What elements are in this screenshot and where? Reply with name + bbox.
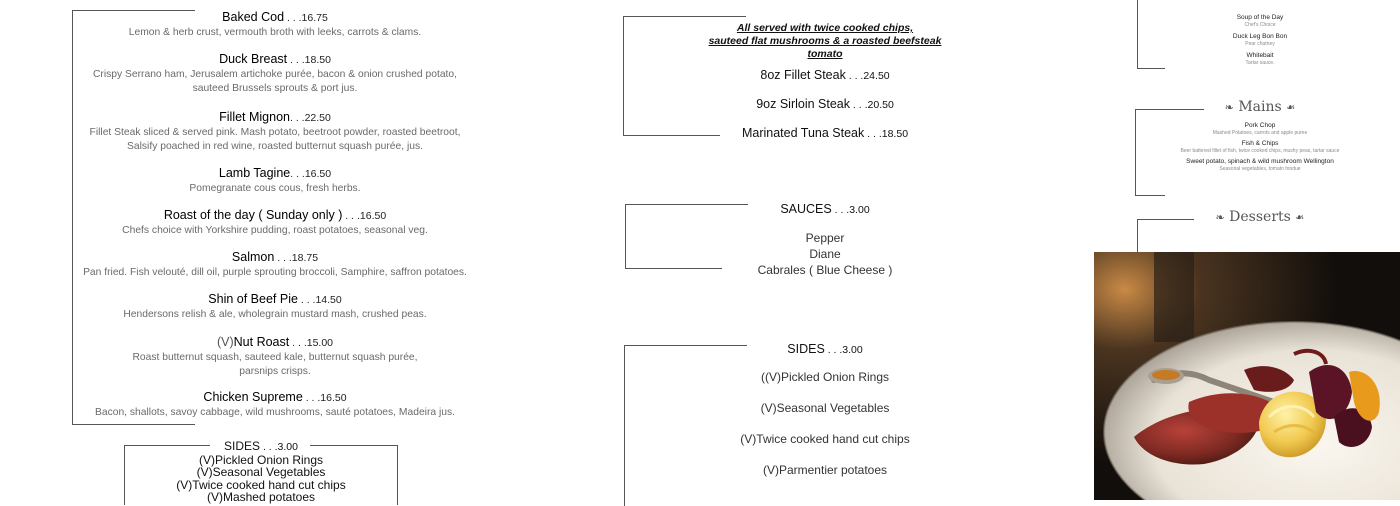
sauce-item: Cabrales ( Blue Cheese ) — [757, 263, 893, 277]
dish-name: Roast of the day ( Sunday only ) — [163, 208, 343, 222]
plated-steak-image — [1094, 252, 1400, 500]
mini-item-name: Sweet potato, spinach & wild mushroom Wellington — [1186, 158, 1334, 165]
dish-desc: Salsify poached in red wine, roasted butternut squash purée, jus. — [127, 141, 423, 152]
dish-duck-breast — [80, 50, 470, 96]
mini-item-name: Soup of the Day — [1236, 14, 1284, 21]
sides-item: (V)Pickled Onion Rings — [198, 452, 324, 467]
sides-title: SIDES — [224, 439, 261, 453]
mini-item-sub: Tartar sauce. — [1245, 60, 1275, 66]
sauces-title: SAUCES — [780, 202, 832, 216]
mini-mains-heading — [1140, 99, 1380, 115]
dish-price: . . .16.75 — [284, 12, 328, 24]
mini-desserts-title: Desserts — [1229, 209, 1291, 225]
dish-desc: parsnips crisps. — [239, 366, 311, 377]
steak-fillet — [690, 66, 960, 84]
dish-lamb-tagine — [80, 164, 470, 196]
dish-price: . . .16.50 — [290, 168, 332, 180]
sides-large-section — [690, 340, 960, 494]
dish-price: . . .15.00 — [289, 337, 334, 349]
mini-starters — [1140, 2, 1380, 66]
dish-desc: sauteed Brussels sprouts & port jus. — [192, 83, 358, 94]
side-item: (V)Parmentier potatoes — [762, 463, 888, 477]
sides-item: (V)Seasonal Vegetables — [196, 465, 326, 479]
small-sides-list — [130, 440, 392, 504]
dish-roast-of-the-day — [80, 206, 470, 238]
sauces-section — [690, 200, 960, 278]
sauces-price: . . .3.00 — [831, 204, 870, 216]
mini-starters-bottom-cut — [1165, 66, 1205, 69]
dish-name: Chicken Supreme — [203, 390, 303, 404]
vegetarian-marker: (V) — [216, 335, 234, 349]
sauce-item: Pepper — [805, 231, 845, 245]
steak-tuna — [690, 124, 960, 142]
mini-desserts — [1140, 209, 1380, 225]
steak-sirloin — [690, 95, 960, 113]
dish-price: . . .16.50 — [302, 392, 347, 404]
side-item: (V)Twice cooked hand cut chips — [740, 432, 910, 446]
mini-item-sub: Mashed Potatoes, carrots and apple puree — [1212, 130, 1308, 136]
dish-name: Lamb Tagine — [218, 166, 291, 180]
sides-item: (V)Twice cooked hand cut chips — [176, 477, 346, 492]
mini-desserts-heading — [1140, 209, 1380, 225]
sauce-item: Diane — [809, 247, 841, 261]
mini-item-name: Pork Chop — [1244, 122, 1276, 129]
sides-large-title: SIDES — [787, 342, 825, 356]
dish-chicken-supreme — [80, 388, 470, 420]
dish-desc: Bacon, shallots, savoy cabbage, wild mushrooms, sauté potatoes, Madeira jus. — [94, 407, 455, 418]
steak-price: . . .18.50 — [864, 128, 909, 140]
mini-item-sub: Pear chutney — [1245, 41, 1275, 47]
side-item: ((V)Pickled Onion Rings — [760, 370, 890, 384]
mini-item-name: Fish & Chips — [1241, 140, 1279, 147]
steaks-note-line-1: All served with twice cooked chips, — [736, 22, 914, 34]
dish-price: . . .16.50 — [342, 210, 387, 222]
flourish-right-icon: ❧ — [1295, 211, 1305, 224]
dish-price: . . .14.50 — [297, 294, 342, 306]
flourish-right-icon: ❧ — [1286, 101, 1296, 114]
dish-price: . . .22.50 — [290, 112, 331, 124]
dish-desc: Roast butternut squash, sauteed kale, butternut squash purée, — [132, 352, 418, 363]
dish-name: Duck Breast — [219, 52, 288, 66]
dish-desc: Hendersons relish & ale, wholegrain mustard mash, crushed peas. — [123, 309, 427, 320]
mini-mains-title: Mains — [1238, 99, 1282, 115]
steaks-note-line-2: sauteed flat mushrooms & a roasted beefsteak tomato — [708, 35, 942, 60]
dish-name: Fillet Mignon — [219, 110, 290, 124]
sides-large-price: . . .3.00 — [824, 344, 863, 356]
dish-nut-roast — [80, 333, 470, 379]
mini-item-sub: Chef's Choice — [1244, 22, 1276, 28]
sides-price: . . .3.00 — [260, 441, 298, 453]
steak-price: . . .20.50 — [850, 99, 894, 111]
sides-item: (V)Mashed potatoes — [206, 490, 316, 504]
mini-item-name: Whitebait — [1246, 52, 1274, 59]
mini-item-sub: Beer battered fillet of fish, twice cooked chips, mushy peas, tartar sauce — [1180, 148, 1340, 154]
mini-starters-heading-clip — [1140, 2, 1380, 12]
mini-item-sub: Seasonal vegetables, tomato fondue — [1219, 166, 1301, 172]
dish-salmon — [80, 248, 470, 280]
dish-price: . . .18.50 — [287, 54, 331, 66]
steak-name: 8oz Fillet Steak — [760, 68, 846, 82]
mini-item-name: Duck Leg Bon Bon — [1232, 33, 1288, 40]
steak-name: Marinated Tuna Steak — [741, 126, 865, 140]
dish-name: Salmon — [231, 250, 275, 264]
dish-fillet-mignon — [80, 108, 470, 154]
dish-desc: Fillet Steak sliced & served pink. Mash potato, beetroot powder, roasted beetroot, — [89, 127, 461, 138]
flourish-left-icon: ❧ — [1215, 211, 1225, 224]
dish-price: . . .18.75 — [274, 252, 319, 264]
mini-mains-bottom-cut — [1165, 193, 1210, 196]
food-photo — [1094, 252, 1400, 500]
dish-desc: Chefs choice with Yorkshire pudding, roast potatoes, seasonal veg. — [122, 225, 428, 236]
dish-desc: Lemon & herb crust, vermouth broth with leeks, carrots & clams. — [128, 27, 422, 38]
side-item: (V)Seasonal Vegetables — [760, 401, 890, 415]
dish-name: Baked Cod — [222, 10, 285, 24]
steak-name: 9oz Sirloin Steak — [756, 97, 851, 111]
dish-desc: Pan fried. Fish velouté, dill oil, purple sprouting broccoli, Samphire, saffron potatoes. — [83, 267, 467, 278]
dish-name: Nut Roast — [233, 335, 290, 349]
dish-name: Shin of Beef Pie — [208, 292, 298, 306]
dish-shin-of-beef-pie — [80, 290, 470, 322]
steaks-note — [690, 22, 960, 61]
mini-mains — [1140, 99, 1380, 172]
steak-price: . . .24.50 — [845, 70, 890, 82]
dish-desc: Pomegranate cous cous, fresh herbs. — [189, 183, 361, 194]
dish-desc: Crispy Serrano ham, Jerusalem artichoke purée, bacon & onion crushed potato, — [92, 69, 458, 80]
dish-baked-cod — [80, 8, 470, 40]
flourish-left-icon: ❧ — [1224, 101, 1234, 114]
